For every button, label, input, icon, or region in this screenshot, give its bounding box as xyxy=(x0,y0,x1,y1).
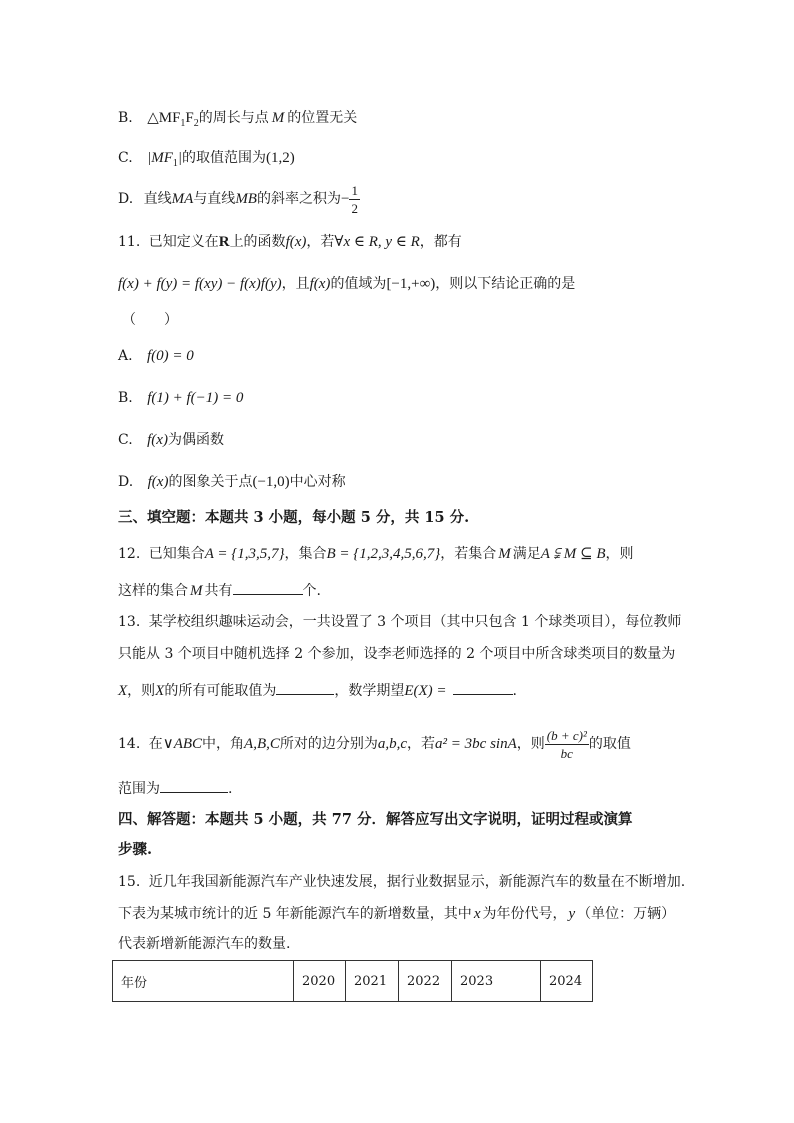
year-table xyxy=(112,960,593,1002)
section-4-heading-line2: 步骤. xyxy=(118,841,153,858)
angles-abc: A,B,C xyxy=(244,736,280,752)
q10-option-b xyxy=(118,108,357,134)
abs-open: |MF xyxy=(147,150,173,166)
table-cell: 2024 xyxy=(541,961,593,1002)
set-a: A = {1,3,5,7} xyxy=(204,546,285,562)
q11-option-c xyxy=(118,430,224,450)
q10-option-c xyxy=(118,148,295,174)
fraction-numerator: (b + c)² xyxy=(546,727,587,743)
answer-paren: （ ） xyxy=(122,312,178,328)
answer-blank-values[interactable] xyxy=(276,680,334,695)
triangle-f: F xyxy=(185,110,194,126)
option-label: D. xyxy=(118,474,134,490)
stem-text-4: ，若 xyxy=(407,736,436,752)
stem-text-7: ，则以下结论正确的是 xyxy=(435,276,576,292)
set-m: M xyxy=(190,583,203,599)
question-number: 12. xyxy=(118,546,141,562)
stem-text-2: 的所有可能取值为 xyxy=(164,683,277,699)
option-expr: f(1) + f(−1) = 0 xyxy=(147,390,244,406)
table-cell: 2022 xyxy=(399,961,452,1002)
option-label: C. xyxy=(118,432,133,448)
fraction-half xyxy=(349,184,360,215)
real-set: R xyxy=(218,234,230,250)
option-expr: f(0) = 0 xyxy=(147,348,194,364)
range-value: (1,2) xyxy=(266,150,295,166)
option-text-2: 与直线 xyxy=(193,191,236,207)
abs-close: | xyxy=(177,150,183,166)
triangle-mf: △MF xyxy=(147,110,181,126)
period: . xyxy=(512,683,517,699)
stem-text-3: ，若集合 xyxy=(440,546,497,562)
functional-equation: f(x) + f(y) = f(xy) − f(x)f(y) xyxy=(118,276,282,292)
option-text: 的取值范围为 xyxy=(182,150,267,166)
q13-line3 xyxy=(118,680,517,701)
question-number: 14. xyxy=(118,736,141,752)
line-mb: MB xyxy=(235,191,257,207)
q12-line1 xyxy=(118,544,634,564)
table-cell: 2021 xyxy=(346,961,399,1002)
table-header-cell: 年份 xyxy=(113,961,294,1002)
stem-text-4: 满足 xyxy=(512,546,541,562)
stem-text: 近几年我国新能源汽车产业快速发展，据行业数据显示，新能源汽车的数量在不断增加. xyxy=(148,874,686,890)
stem-text: 下表为某城市统计的近 5 年新能源汽车的新增数量，其中 xyxy=(118,906,472,922)
stem-text-5: ，则 xyxy=(605,546,634,562)
question-number: 15. xyxy=(118,874,141,890)
stem-text-5: ，且 xyxy=(281,276,310,292)
section-3-heading: 三、填空题：本题共 3 小题，每小题 5 分，共 15 分. xyxy=(118,509,470,526)
q13-line2: 只能从 3 个项目中随机选择 2 个参加，设李老师选择的 2 个项目中所含球类项目的数量为 xyxy=(118,646,676,662)
line-ma: MA xyxy=(171,191,194,207)
condition-expr: a² = 3bc sinA xyxy=(435,736,517,752)
triangle-expr xyxy=(147,110,199,129)
function-fx: f(x) xyxy=(309,276,331,292)
subscript-2: 2 xyxy=(193,118,199,129)
stem-text-2: 共有 xyxy=(204,583,233,599)
set-relation: A ⫋ M ⊆ B xyxy=(540,546,606,562)
stem-text-3: 个. xyxy=(302,583,321,599)
q11-option-b xyxy=(118,388,243,408)
option-expr: f(x) xyxy=(147,432,168,448)
stem-text-2: 中，角 xyxy=(202,736,245,752)
quantifier-expr: ∀x ∈ R, y ∈ R xyxy=(334,234,420,250)
option-label: C. xyxy=(118,150,133,166)
fraction-expr xyxy=(545,729,589,760)
q15-line3: 代表新增新能源汽车的数量. xyxy=(118,936,291,952)
abs-mf1 xyxy=(147,150,183,169)
stem-text: 这样的集合 xyxy=(118,583,188,599)
variable-x: x xyxy=(473,906,481,922)
q10-option-d xyxy=(118,182,360,216)
option-label: B. xyxy=(118,390,133,406)
table-row xyxy=(113,961,593,1002)
option-text-2: 中心对称 xyxy=(289,474,346,490)
stem-text: 在 xyxy=(148,736,163,752)
q13-line1 xyxy=(118,612,681,632)
fraction-numerator: 1 xyxy=(351,182,358,198)
q11-option-a xyxy=(118,346,194,366)
q14-line2 xyxy=(118,778,232,799)
stem-text-2: ，集合 xyxy=(284,546,327,562)
stem-text: ，则 xyxy=(127,683,156,699)
range-value: [−1,+∞) xyxy=(386,276,436,292)
stem-text-5: ，则 xyxy=(516,736,545,752)
variable-x: X xyxy=(155,683,165,699)
table-cell: 2020 xyxy=(294,961,346,1002)
variable-x: X xyxy=(118,683,128,699)
set-m: M xyxy=(498,546,511,562)
option-expr: f(x) xyxy=(147,474,169,490)
answer-blank-expectation[interactable] xyxy=(453,680,513,695)
function-fx: f(x) xyxy=(285,234,307,250)
option-text: 为偶函数 xyxy=(167,432,224,448)
fraction-denominator: bc xyxy=(560,745,573,761)
section-4-heading-line1: 四、解答题：本题共 5 小题，共 77 分．解答应写出文字说明，证明过程或演算 xyxy=(118,811,633,828)
q15-line1 xyxy=(118,872,685,892)
stem-text-3: （单位：万辆） xyxy=(577,906,676,922)
table-cell: 2023 xyxy=(452,961,541,1002)
stem-text-2: 为年份代号， xyxy=(482,906,567,922)
q11-stem-line1 xyxy=(118,232,462,252)
set-b: B = {1,2,3,4,5,6,7} xyxy=(326,546,441,562)
option-text: 的图象关于点 xyxy=(168,474,253,490)
q12-line2 xyxy=(118,580,321,601)
expectation-expr: E(X) = xyxy=(404,683,447,699)
stem-text: 已知集合 xyxy=(148,546,205,562)
answer-blank[interactable] xyxy=(233,580,303,595)
sides-abc: a,b,c xyxy=(377,736,408,752)
option-label: B. xyxy=(118,110,133,126)
point-m: M xyxy=(271,110,285,126)
stem-text-6: 的取值 xyxy=(588,736,631,752)
minus-sign: − xyxy=(340,191,350,207)
option-text-tail: 的位置无关 xyxy=(287,110,358,126)
option-label: D. xyxy=(118,191,134,207)
variable-y: y xyxy=(568,906,576,922)
q15-line2 xyxy=(118,904,675,924)
q14-line1 xyxy=(118,726,631,762)
stem-text-2: 上的函数 xyxy=(229,234,286,250)
point-value: (−1,0) xyxy=(252,474,290,490)
answer-blank[interactable] xyxy=(160,778,228,793)
question-number: 11. xyxy=(118,234,141,250)
q11-option-d xyxy=(118,472,346,492)
q11-stem-line2 xyxy=(118,274,575,294)
period: . xyxy=(228,781,233,797)
fraction-denominator: 2 xyxy=(351,200,358,216)
stem-text-4: ，都有 xyxy=(419,234,462,250)
stem-text: 某学校组织趣味运动会，一共设置了 3 个项目（其中只包含 1 个球类项目），每位教师 xyxy=(148,614,682,630)
stem-text: 已知定义在 xyxy=(148,234,219,250)
stem-text: 范围为 xyxy=(118,781,160,797)
subscript-1: 1 xyxy=(172,158,178,169)
option-text-3: 的斜率之积为 xyxy=(256,191,341,207)
stem-text-6: 的值域为 xyxy=(330,276,387,292)
option-text: 的周长与点 xyxy=(198,110,269,126)
stem-text-3: 所对的边分别为 xyxy=(279,736,378,752)
triangle-abc: ∨ABC xyxy=(162,736,203,752)
option-text: 直线 xyxy=(143,191,172,207)
stem-text-3: ，若 xyxy=(306,234,335,250)
stem-text-3: ，数学期望 xyxy=(334,683,405,699)
subscript-1: 1 xyxy=(180,118,186,129)
question-number: 13. xyxy=(118,614,141,630)
option-label: A. xyxy=(118,348,133,364)
